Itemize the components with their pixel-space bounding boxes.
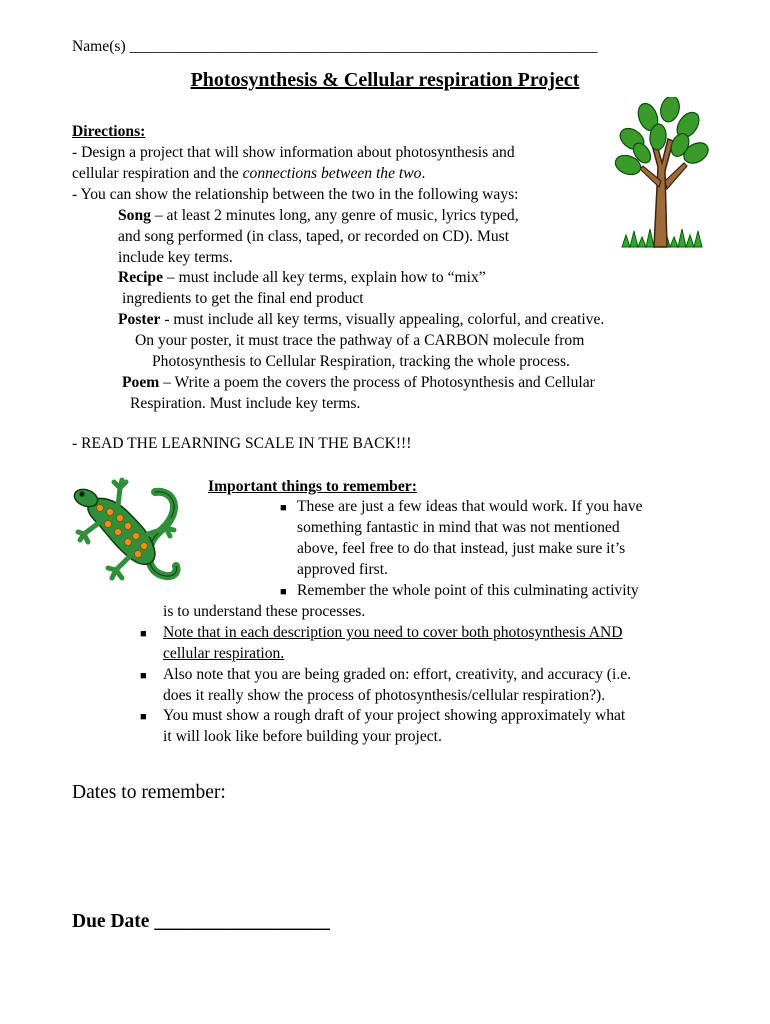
recipe-line-2: ingredients to get the final end product [122, 290, 364, 307]
square-bullet-icon: ■ [140, 711, 147, 723]
square-bullet-icon: ■ [280, 502, 287, 514]
square-bullet-icon: ■ [140, 628, 147, 640]
name-line: Name(s) ____________________________________________________________ [72, 38, 598, 55]
directions-heading: Directions: [72, 123, 146, 140]
dates-to-remember: Dates to remember: [72, 782, 226, 803]
poster-line-2: On your poster, it must trace the pathway of a CARBON molecule from [135, 332, 585, 349]
read-scale-line: - READ THE LEARNING SCALE IN THE BACK!!! [72, 435, 412, 452]
bullet-2-line-1: Remember the whole point of this culminating activity [297, 582, 639, 599]
important-heading: Important things to remember: [208, 478, 417, 495]
poster-line-3: Photosynthesis to Cellular Respiration, tracking the whole process. [152, 353, 570, 370]
song-line-1: Song – at least 2 minutes long, any genre of music, lyrics typed, [118, 207, 519, 224]
poem-line-2: Respiration. Must include key terms. [130, 395, 361, 412]
directions-line-3: - You can show the relationship between the two in the following ways: [72, 186, 519, 203]
gecko-clipart-icon [70, 472, 190, 592]
square-bullet-icon: ■ [140, 670, 147, 682]
bullet-4-line-1: Also note that you are being graded on: effort, creativity, and accuracy (i.e. [163, 666, 632, 683]
poem-line-1: Poem – Write a poem the covers the process of Photosynthesis and Cellular [122, 374, 595, 391]
song-line-3: include key terms. [118, 249, 233, 266]
bullet-2-line-2: is to understand these processes. [163, 603, 366, 620]
bullet-1-line-3: above, feel free to do that instead, just make sure it’s [297, 540, 626, 557]
directions-line-1: - Design a project that will show information about photosynthesis and [72, 144, 515, 161]
recipe-line-1: Recipe – must include all key terms, explain how to “mix” [118, 269, 486, 286]
page-title: Photosynthesis & Cellular respiration Project [190, 69, 580, 91]
tree-clipart-icon [612, 97, 712, 257]
bullet-4-line-2: does it really show the process of photosynthesis/cellular respiration?). [163, 687, 606, 704]
bullet-5-line-2: it will look like before building your project. [163, 728, 442, 745]
bullet-3-line-2: cellular respiration. [163, 645, 285, 662]
bullet-1-line-4: approved first. [297, 561, 388, 578]
square-bullet-icon: ■ [280, 586, 287, 598]
poster-line-1: Poster - must include all key terms, visually appealing, colorful, and creative. [118, 311, 605, 328]
directions-line-2: cellular respiration and the connections between the two. [72, 165, 426, 182]
due-date: Due Date __________________ [72, 911, 330, 932]
bullet-3-line-1: Note that in each description you need to cover both photosynthesis AND [163, 624, 623, 641]
bullet-1-line-2: something fantastic in mind that was not mentioned [297, 519, 620, 536]
song-line-2: and song performed (in class, taped, or recorded on CD). Must [118, 228, 510, 245]
bullet-5-line-1: You must show a rough draft of your project showing approximately what [163, 707, 626, 724]
bullet-1-line-1: These are just a few ideas that would work. If you have [297, 498, 643, 515]
